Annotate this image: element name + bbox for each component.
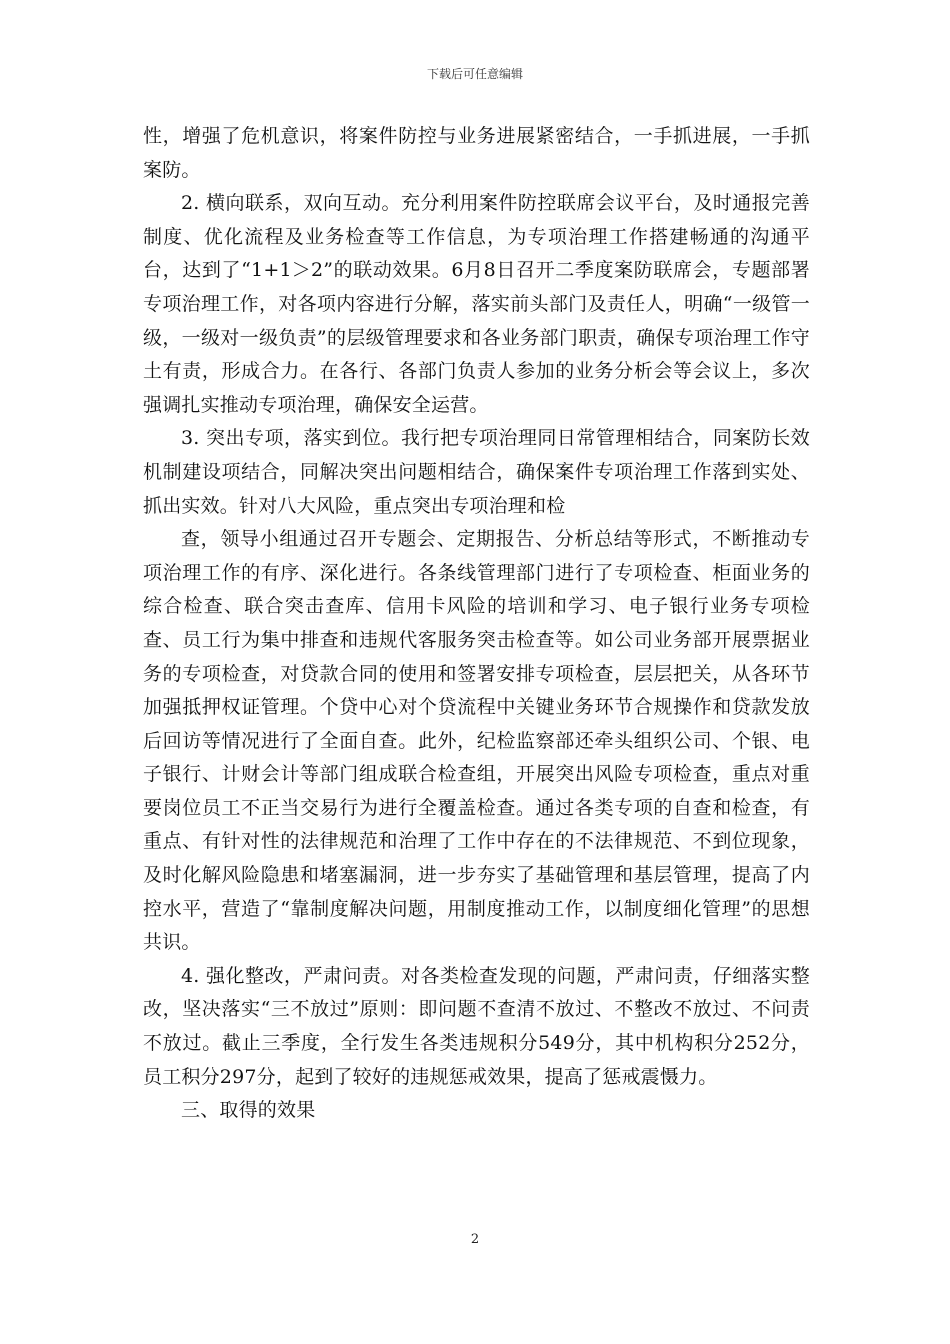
paragraph-item-3-continued: 查，领导小组通过召开专题会、定期报告、分析总结等形式，不断推动专项治理工作的有序、深化进行。各条线管理部门进行了专项检查、柜面业务的综合检查、联合突击查库、信用卡风险的培训和学习、电子银行业务专项检查、员工行为集中排查和违规代客服务突击检查等。如公司业务部开展票据业务的专项检查，对贷款合同的使用和签署安排专项检查，层层把关，从各环节加强抵押权证管理。个贷中心对个贷流程中关键业务环节合规操作和贷款发放后回访等情况进行了全面自查。此外，纪检监察部还牵头组织公司、个银、电子银行、计财会计等部门组成联合检查组，开展突出风险专项检查，重点对重要岗位员工不正当交易行为进行全覆盖检查。通过各类专项的自查和检查，有重点、有针对性的法律规范和治理了工作中存在的不法律规范、不到位现象，及时化解风险隐患和堵塞漏洞，进一步夯实了基础管理和基层管理，提高了内控水平，营造了“靠制度解决问题，用制度推动工作，以制度细化管理”的思想共识。 (143, 528, 810, 954)
paragraph-item-4: 4. 强化整改，严肃问责。对各类检查发现的问题，严肃问责，仔细落实整改，坚决落实“三不放过”原则：即问题不查清不放过、不整改不放过、不问责不放过。截止三季度，全行发生各类违规积分549分，其中机构积分252分，员工积分297分，起到了较好的违规惩戒效果，提高了惩戒震慑力。 (143, 964, 810, 1088)
document-body (143, 120, 810, 1128)
paragraph-item-3: 3. 突出专项，落实到位。我行把专项治理同日常管理相结合，同案防长效机制建设项结合，同解决突出问题相结合，确保案件专项治理工作落到实处、抓出实效。针对八大风险，重点突出专项治理和检 (143, 427, 810, 517)
page-header: 下载后可任意编辑 (426, 67, 523, 81)
paragraph-continuation: 性，增强了危机意识，将案件防控与业务进展紧密结合，一手抓进展，一手抓案防。 (143, 125, 810, 181)
section-heading-results: 三、取得的效果 (181, 1099, 316, 1122)
paragraph-item-2: 2. 横向联系，双向互动。充分利用案件防控联席会议平台，及时通报完善制度、优化流程及业务检查等工作信息，为专项治理工作搭建畅通的沟通平台，达到了“1+1＞2”的联动效果。6月8日召开二季度案防联席会，专题部署专项治理工作，对各项内容进行分解，落实前头部门及责任人，明确“一级管一级，一级对一级负责”的层级管理要求和各业务部门职责，确保专项治理工作守土有责，形成合力。在各行、各部门负责人参加的业务分析会等会议上，多次强调扎实推动专项治理，确保安全运营。 (143, 192, 810, 416)
page-number: 2 (470, 1232, 480, 1247)
